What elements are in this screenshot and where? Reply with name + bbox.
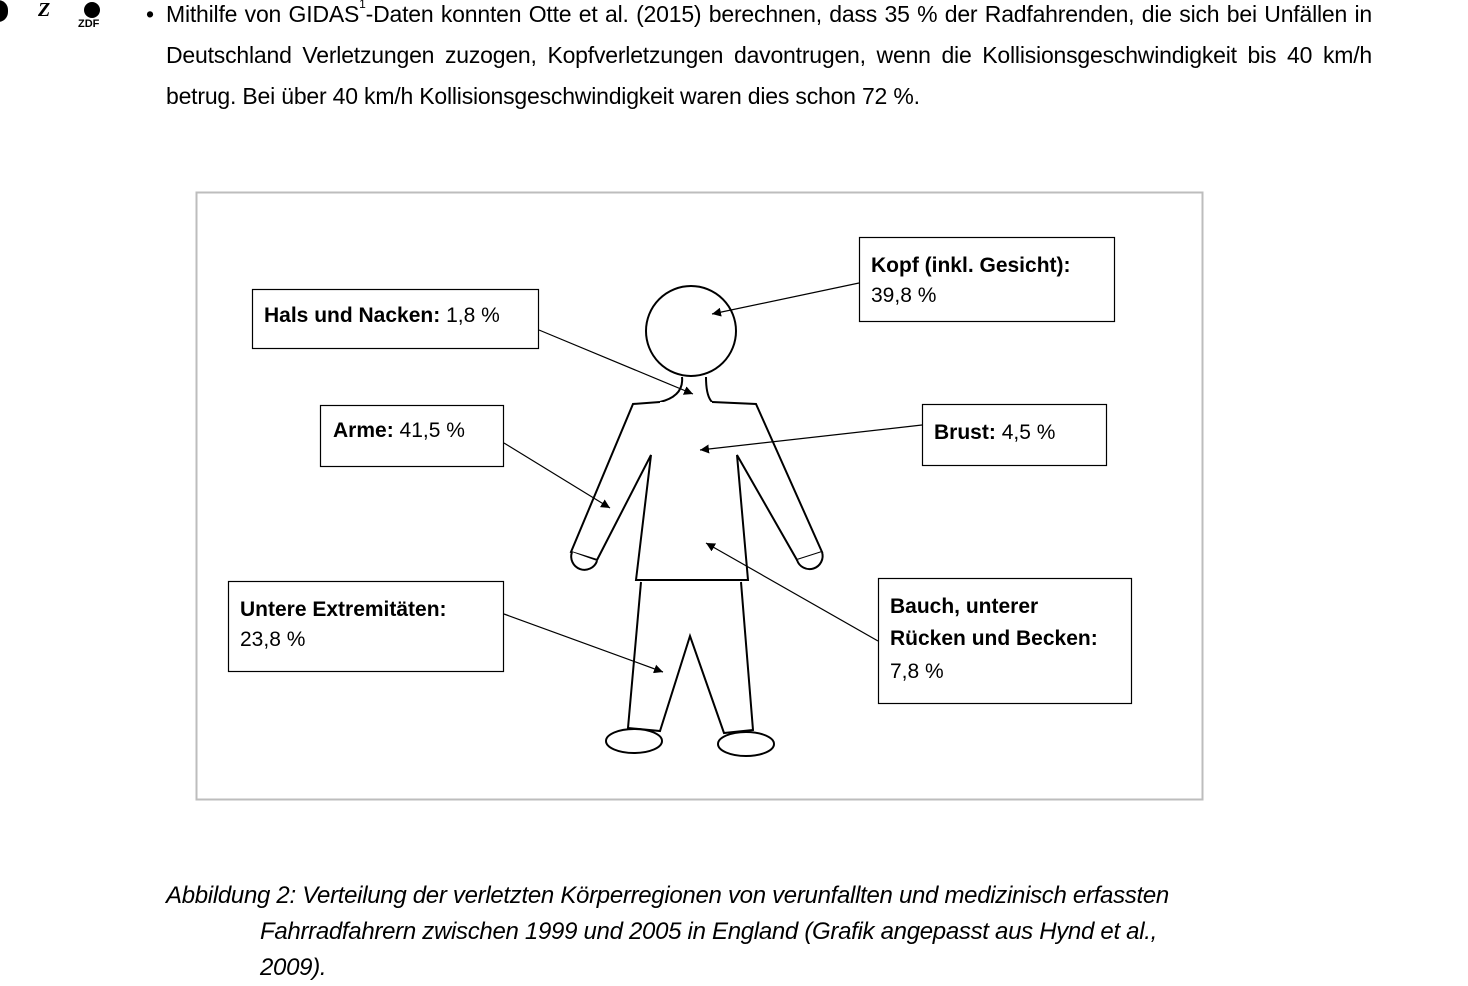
label-bauch-title-1: Bauch, unterer xyxy=(890,595,1039,618)
label-bauch-title-2: Rücken und Becken: xyxy=(890,627,1098,650)
label-untere-title: Untere Extremitäten: xyxy=(240,598,447,621)
foot-right xyxy=(718,732,774,756)
label-kopf-value: 39,8 % xyxy=(871,284,937,307)
para-text-cont: -Daten konnten Otte et al. (2015) berechnen, dass 35 % der Radfahrenden, die sich bei Unfällen in Deutschland Verletzungen zuzogen, Kopfverletzungen davontrugen, wenn die Kollisionsgeschwindigkeit bis 40 km/h betrug. Bei über 40 km/h Kollisionsgeschwindigkeit waren dies schon 72 %. xyxy=(166,1,1373,109)
box-untere xyxy=(229,582,504,672)
caption-line-1: Abbildung 2: Verteilung der verletzten Körperregionen von verunfallten und medizinisch erfassten xyxy=(166,882,1169,909)
zdf-logo-icon[interactable]: ZDF xyxy=(84,2,100,30)
z-audio-icon[interactable]: Z xyxy=(38,0,51,21)
caption-line-2: Fahrradfahrern zwischen 1999 und 2005 in England (Grafik angepasst aus Hynd et al., xyxy=(260,918,1157,945)
bullet: • xyxy=(146,1,155,27)
label-brust: Brust: 4,5 % xyxy=(934,421,1056,444)
head xyxy=(646,286,736,376)
label-untere-value: 23,8 % xyxy=(240,628,306,651)
label-kopf-title: Kopf (inkl. Gesicht): xyxy=(871,254,1071,277)
label-hals: Hals und Nacken: 1,8 % xyxy=(264,304,500,327)
foot-left xyxy=(606,729,662,753)
figure-caption xyxy=(166,878,1346,986)
label-bauch-value: 7,8 % xyxy=(890,660,944,683)
box-kopf xyxy=(860,238,1115,322)
label-arme: Arme: 41,5 % xyxy=(333,419,465,442)
caption-line-3: 2009). xyxy=(260,954,327,981)
footnote-ref[interactable]: 1 xyxy=(359,0,366,11)
para-text: Mithilfe von GIDAS xyxy=(166,1,360,27)
